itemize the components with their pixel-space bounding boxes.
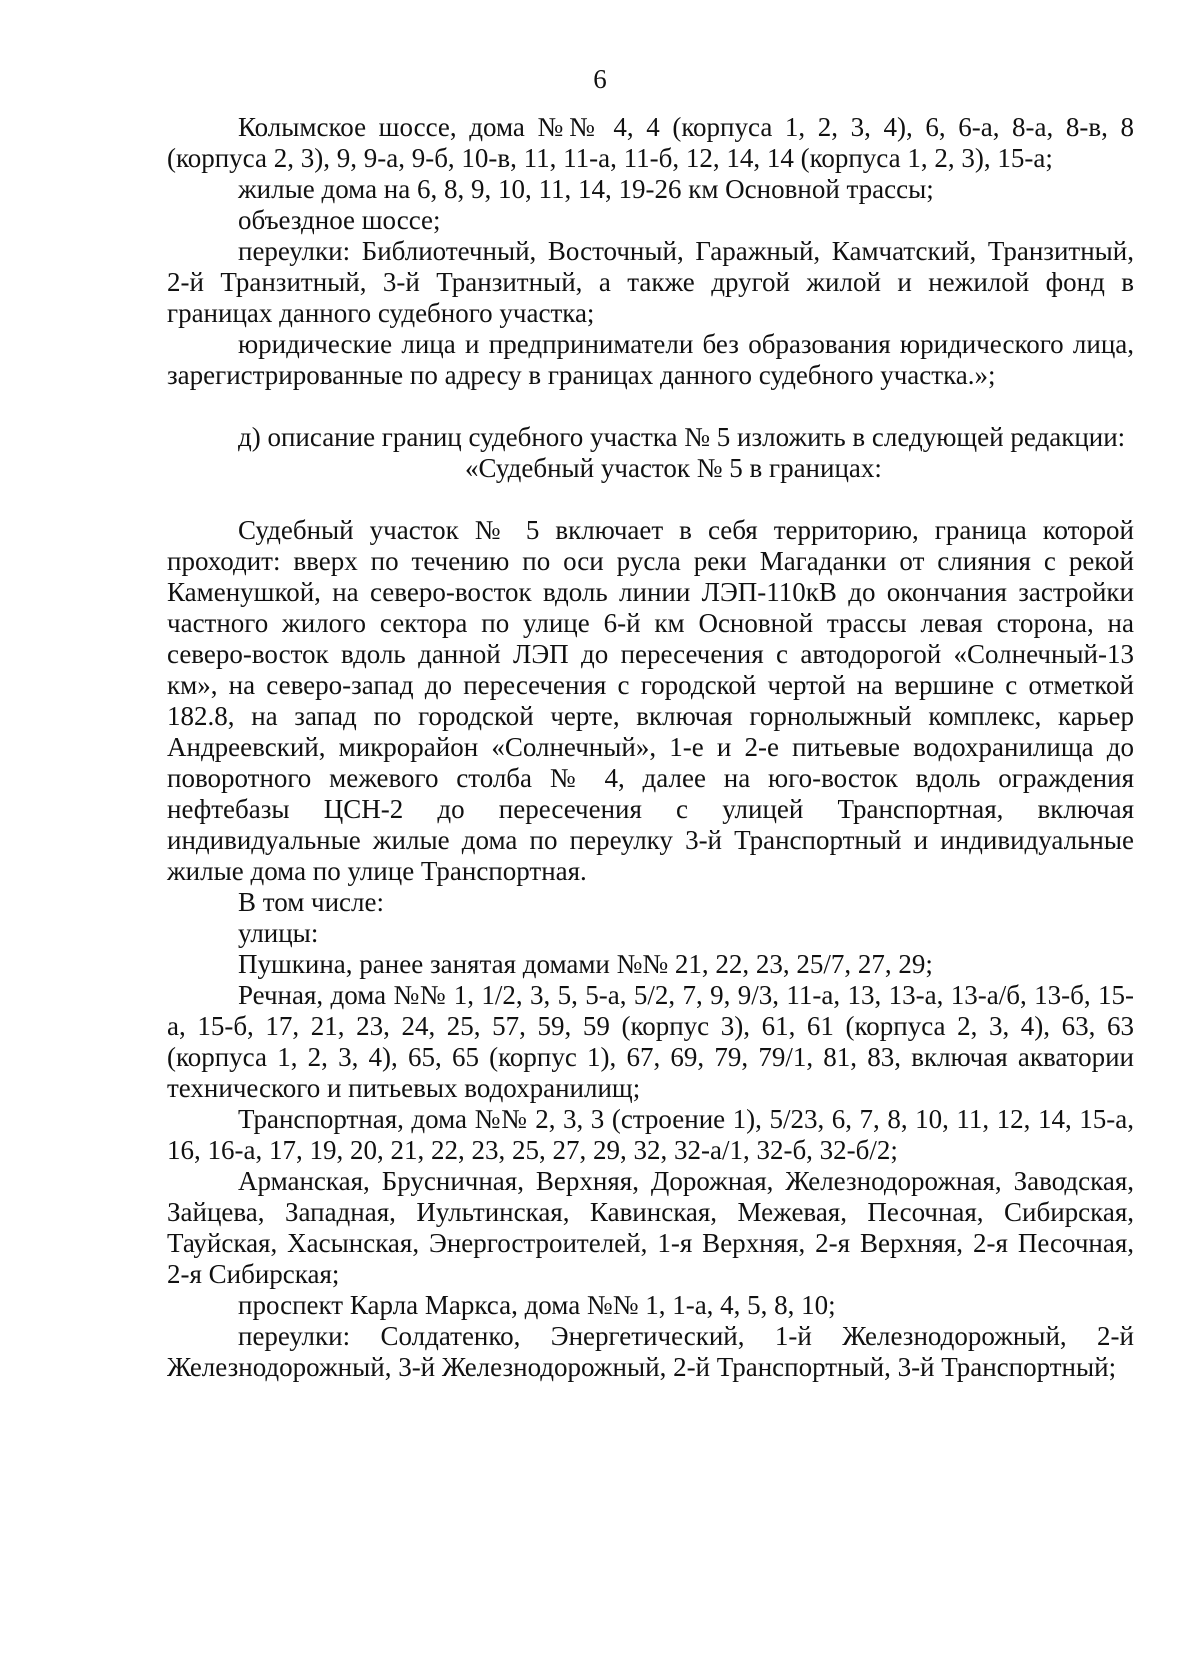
paragraph-including: В том числе:	[238, 887, 384, 917]
paragraph-residential-km: жилые дома на 6, 8, 9, 10, 11, 14, 19-26 км Основной трассы;	[238, 174, 934, 204]
paragraph-streets-list: Арманская, Брусничная, Верхняя, Дорожная, Железнодорожная, Заводская, Зайцева, Западная, Иультинская, Кавинская, Межевая, Песочная, Сибирская, Тауйская, Хасынская, Энергостроителей, 1-я Верхняя, 2-я Верхняя, 2-я Песочная, 2-я Сибирская;	[167, 1166, 1134, 1289]
paragraph-bypass-highway: объездное шоссе;	[238, 205, 441, 235]
paragraph-legal-entities: юридические лица и предприниматели без образования юридического лица, зарегистрированные по адресу в границах данного судебного участка.»;	[167, 329, 1134, 390]
paragraph-boundary-description: Судебный участок № 5 включает в себя территорию, граница которой проходит: вверх по течению по оси русла реки Магаданки от слияния с рекой Каменушкой, на северо-восток вдоль линии ЛЭП-110кВ до окончания застройки частного жилого сектора по улице 6-й км Основной трассы левая сторона, на северо-восток вдоль данной ЛЭП до пересечения с автодорогой «Солнечный-13 км», на северо-запад до пересечения с городской чертой на вершине с отметкой 182.8, на запад по городской черте, включая горнолыжный комплекс, карьер Андреевский, микрорайон «Солнечный», 1-е и 2-е питьевые водохранилища до поворотного межевого столба № 4, далее на юго-восток вдоль ограждения нефтебазы ЦСН-2 до пересечения с улицей Транспортная, включая индивидуальные жилые дома по переулку 3-й Транспортный и индивидуальные жилые дома по улице Транспортная.	[167, 515, 1134, 886]
document-body	[167, 112, 1134, 1383]
section-title: «Судебный участок № 5 в границах:	[465, 453, 882, 483]
paragraph-streets-heading: улицы:	[238, 918, 319, 948]
page-number: 6	[593, 64, 607, 94]
paragraph-pushkina: Пушкина, ранее занятая домами №№ 21, 22, 23, 25/7, 27, 29;	[238, 949, 933, 979]
paragraph-rechnaya: Речная, дома №№ 1, 1/2, 3, 5, 5-а, 5/2, 7, 9, 9/3, 11-а, 13, 13-а, 13-а/б, 13-б, 15-а, 15-б, 17, 21, 23, 24, 25, 57, 59, 59 (корпус 3), 61, 61 (корпуса 2, 3, 4), 63, 63 (корпуса 1, 2, 3, 4), 65, 65 (корпус 1), 67, 69, 79, 79/1, 81, 83, включая акватории технического и питьевых водохранилищ;	[167, 980, 1134, 1103]
paragraph-lanes-section4: переулки: Библиотечный, Восточный, Гаражный, Камчатский, Транзитный, 2-й Транзитный, 3-й Транзитный, а также другой жилой и нежилой фонд в границах данного судебного участка;	[167, 236, 1134, 328]
paragraph-transportnaya: Транспортная, дома №№ 2, 3, 3 (строение 1), 5/23, 6, 7, 8, 10, 11, 12, 14, 15-а, 16, 16-а, 17, 19, 20, 21, 22, 23, 25, 27, 29, 32, 32-а/1, 32-б, 32-б/2;	[167, 1104, 1134, 1165]
paragraph-lanes-section5: переулки: Солдатенко, Энергетический, 1-й Железнодорожный, 2-й Железнодорожный, 3-й Железнодорожный, 2-й Транспортный, 3-й Транспортный;	[167, 1321, 1134, 1382]
paragraph-amendment-d: д) описание границ судебного участка № 5 изложить в следующей редакции:	[238, 422, 1126, 452]
paragraph-kolymskoe-highway: Колымское шоссе, дома №№ 4, 4 (корпуса 1, 2, 3, 4), 6, 6-а, 8-а, 8-в, 8 (корпуса 2, 3), 9, 9-а, 9-б, 10-в, 11, 11-а, 11-б, 12, 14, 14 (корпуса 1, 2, 3), 15-а;	[167, 112, 1134, 173]
paragraph-karl-marx-avenue: проспект Карла Маркса, дома №№ 1, 1-а, 4, 5, 8, 10;	[238, 1290, 836, 1320]
